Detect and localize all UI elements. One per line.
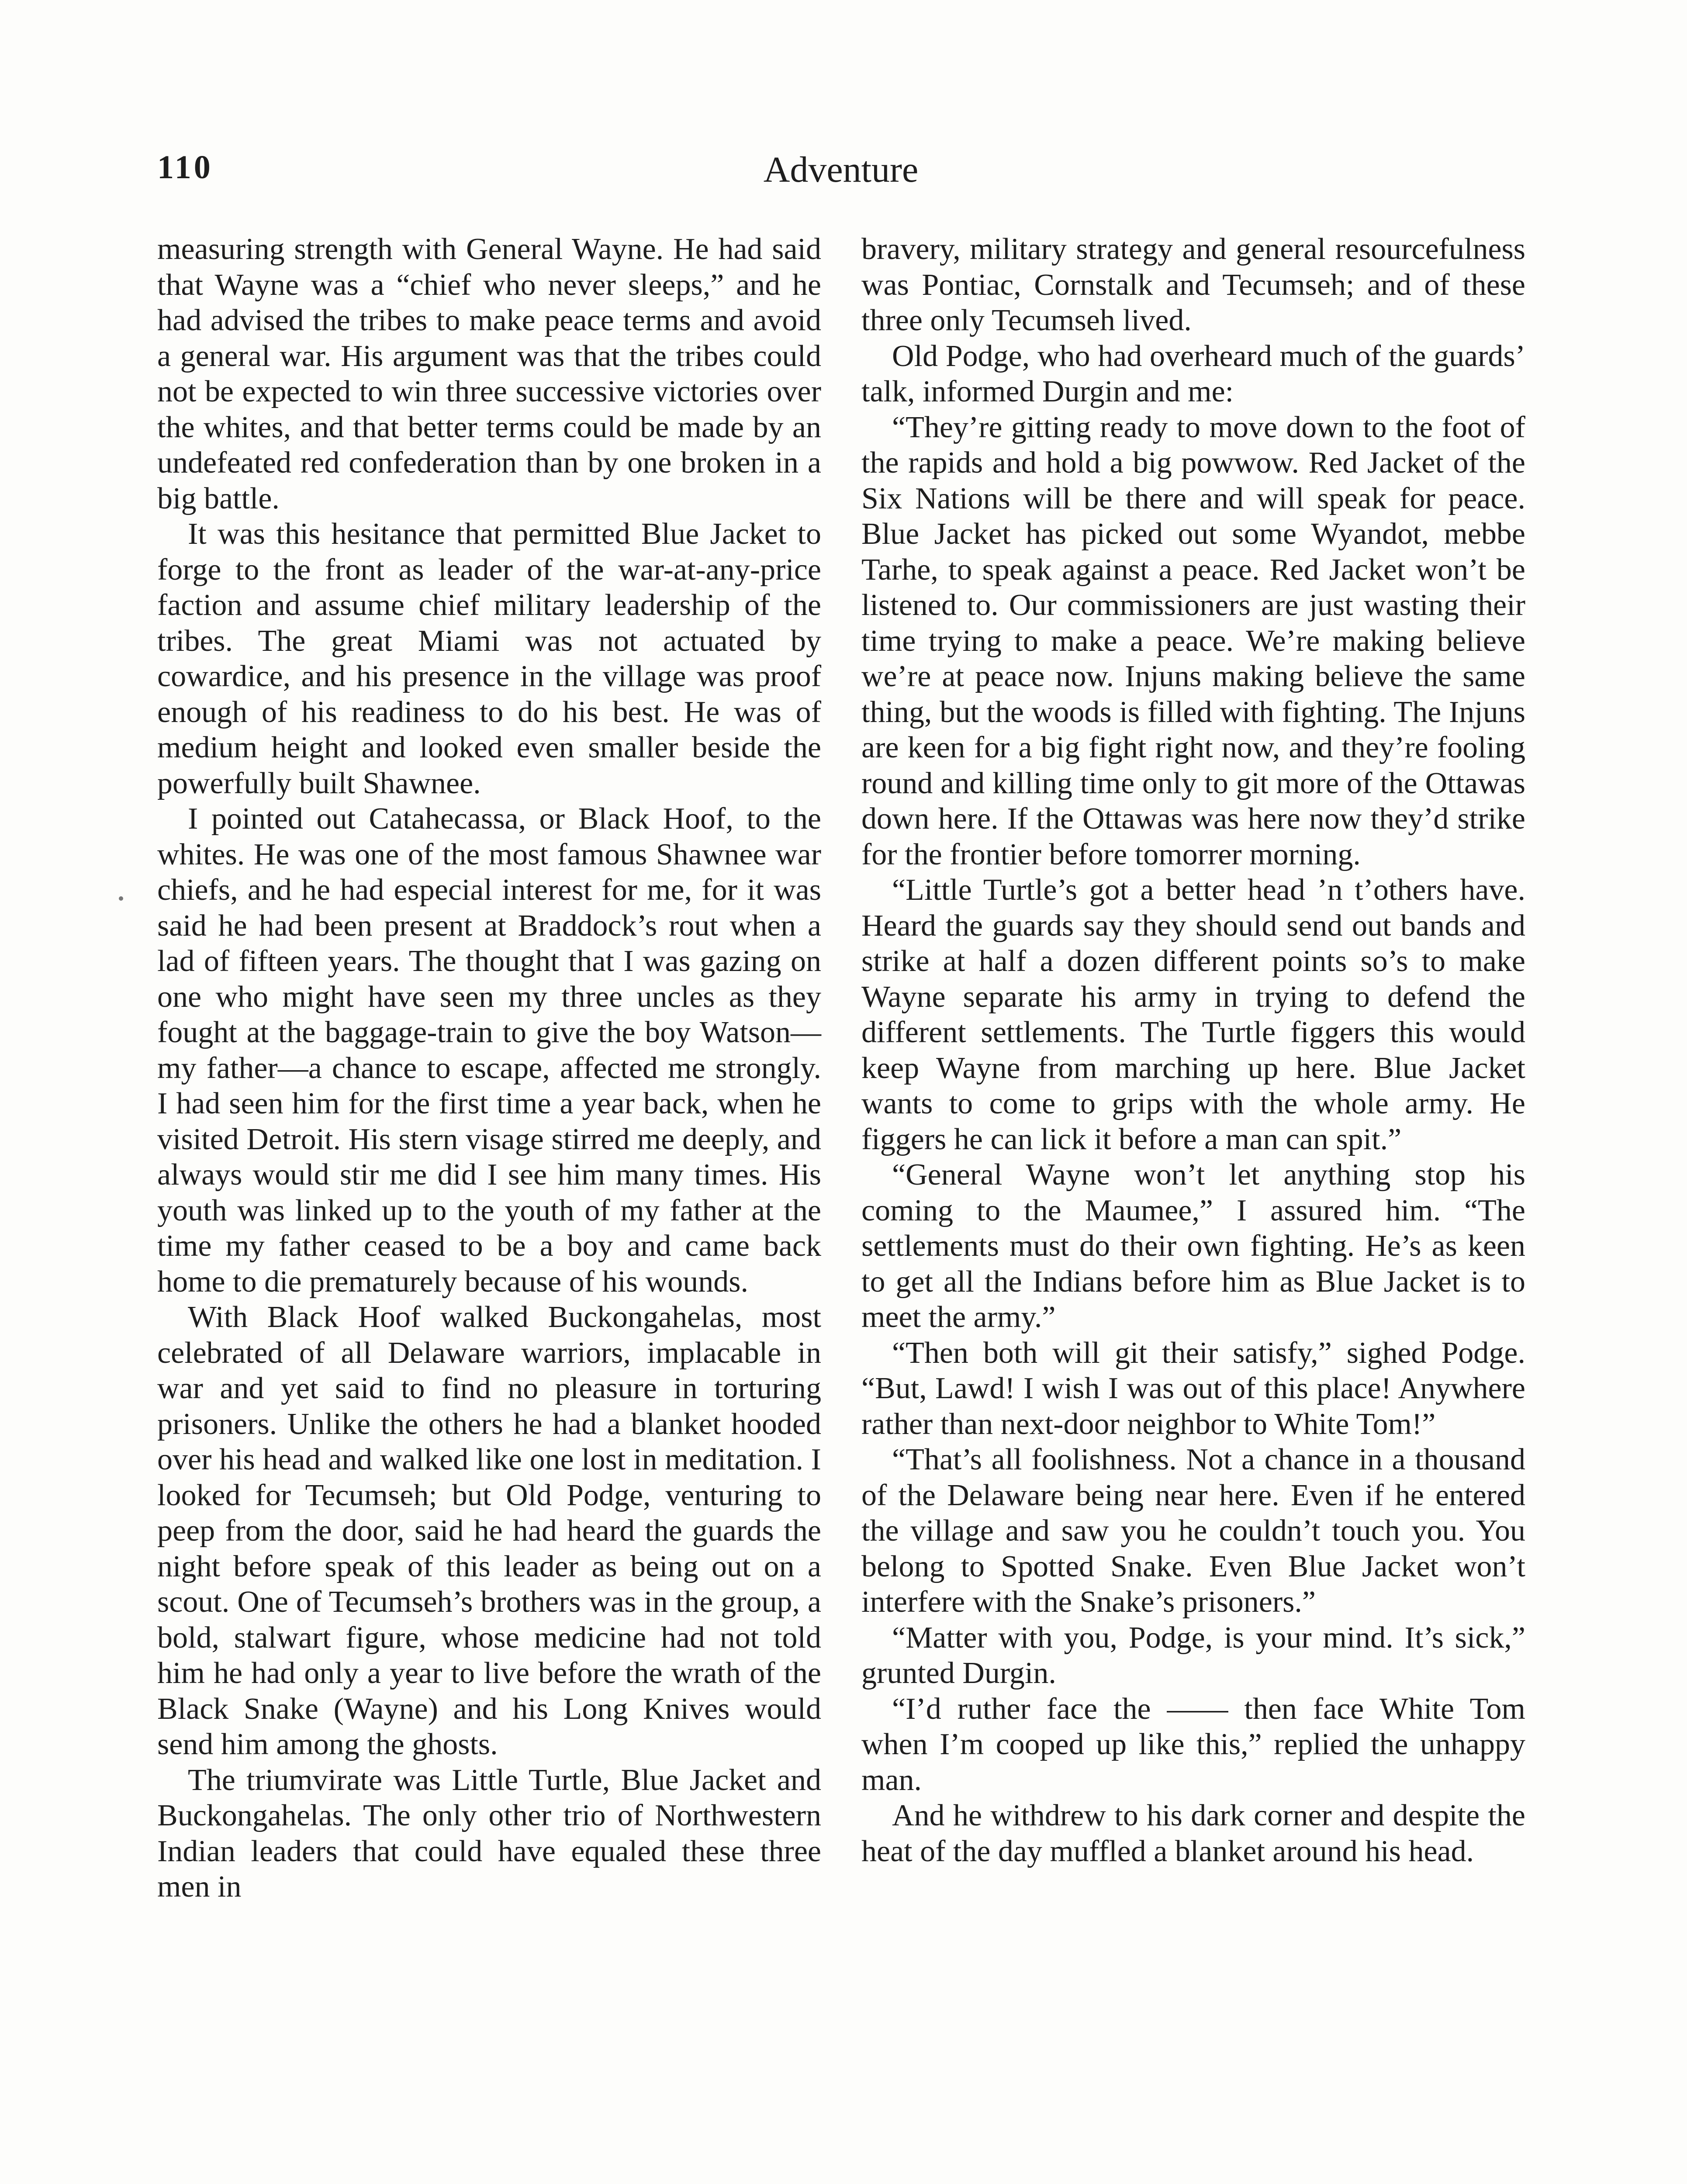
- left-column: [157, 232, 821, 1905]
- paragraph: “They’re gitting ready to move down to the foot of the rapids and hold a big powwow. Red Jacket of the Six Nations will be there and will speak for peace. Blue Jacket has picked out some Wyandot, mebbe Tarhe, to speak against a peace. Red Jacket won’t be listened to. Our commissioners are just wasting their time trying to make a peace. We’re making believe we’re at peace now. Injuns making believe the same thing, but the woods is filled with fighting. The Injuns are keen for a big fight right now, and they’re fooling round and killing time only to git more of the Ottawas down here. If the Ottawas was here now they’d strike for the frontier before tomorrer morning.: [861, 410, 1525, 871]
- paragraph: measuring strength with General Wayne. He had said that Wayne was a “chief who never sleeps,” and he had advised the tribes to make peace terms and avoid a general war. His argument was that the tribes could not be expected to win three successive victories over the whites, and that better terms could be made by an undefeated red confederation than by one broken in a big battle.: [157, 232, 821, 515]
- paragraph: “Matter with you, Podge, is your mind. It’s sick,” grunted Durgin.: [861, 1621, 1525, 1690]
- paragraph: bravery, military strategy and general resourcefulness was Pontiac, Cornstalk and Tecumseh; and of these three only Tecumseh lived.: [861, 232, 1525, 337]
- right-column: [861, 232, 1525, 1869]
- paragraph: It was this hesitance that permitted Blue Jacket to forge to the front as leader of the war-at-any-price faction and assume chief military leadership of the tribes. The great Miami was not actuated by cowardice, and his presence in the village was proof enough of his readiness to do his best. He was of medium height and looked even smaller beside the powerfully built Shawnee.: [157, 517, 821, 800]
- paragraph: “General Wayne won’t let anything stop his coming to the Maumee,” I assured him. “The settlements must do their own fighting. He’s as keen to get all the Indians before him as Blue Jacket is to meet the army.”: [861, 1158, 1525, 1334]
- paragraph: And he withdrew to his dark corner and despite the heat of the day muffled a blanket around his head.: [861, 1799, 1525, 1868]
- paragraph: “Little Turtle’s got a better head ’n t’others have. Heard the guards say they should send out bands and strike at half a dozen different points so’s to make Wayne separate his army in trying to defend the different settlements. The Turtle figgers this would keep Wayne from marching up here. Blue Jacket wants to come to grips with the whole army. He figgers he can lick it before a man can spit.”: [861, 873, 1525, 1156]
- ink-speck: [119, 896, 123, 901]
- paragraph: With Black Hoof walked Buckongahelas, most celebrated of all Delaware warriors, implacable in war and yet said to find no pleasure in torturing prisoners. Unlike the others he had a blanket hooded over his head and walked like one lost in meditation. I looked for Tecumseh; but Old Podge, venturing to peep from the door, said he had heard the guards the night before speak of this leader as being out on a scout. One of Tecumseh’s brothers was in the group, a bold, stalwart figure, whose medicine had not told him he had only a year to live before the wrath of the Black Snake (Wayne) and his Long Knives would send him among the ghosts.: [157, 1300, 821, 1761]
- paragraph: Old Podge, who had overheard much of the guards’ talk, informed Durgin and me:: [861, 339, 1525, 408]
- paragraph: “That’s all foolishness. Not a chance in a thousand of the Delaware being near here. Even if he entered the village and saw you he couldn’t touch you. You belong to Spotted Snake. Even Blue Jacket won’t interfere with the Snake’s prisoners.”: [861, 1443, 1525, 1619]
- paragraph: “I’d ruther face the —— then face White Tom when I’m cooped up like this,” replied the unhappy man.: [861, 1692, 1525, 1797]
- running-title: Adventure: [763, 149, 919, 190]
- paragraph: I pointed out Catahecassa, or Black Hoof, to the whites. He was one of the most famous Shawnee war chiefs, and he had especial interest for me, for it was said he had been present at Braddock’s rout when a lad of fifteen years. The thought that I was gazing on one who might have seen my three uncles as they fought at the baggage-train to give the boy Watson—my father—a chance to escape, affected me strongly. I had seen him for the first time a year back, when he visited Detroit. His stern visage stirred me deeply, and always would stir me did I see him many times. His youth was linked up to the youth of my father at the time my father ceased to be a boy and came back home to die prematurely because of his wounds.: [157, 802, 821, 1299]
- paragraph: The triumvirate was Little Turtle, Blue Jacket and Buckongahelas. The only other trio of Northwestern Indian leaders that could have equaled these three men in: [157, 1763, 821, 1904]
- page-header: [157, 140, 1525, 205]
- paragraph: “Then both will git their satisfy,” sighed Podge. “But, Lawd! I wish I was out of this place! Anywhere rather than next-door neighbor to White Tom!”: [861, 1336, 1525, 1441]
- page-number: 110: [157, 149, 213, 186]
